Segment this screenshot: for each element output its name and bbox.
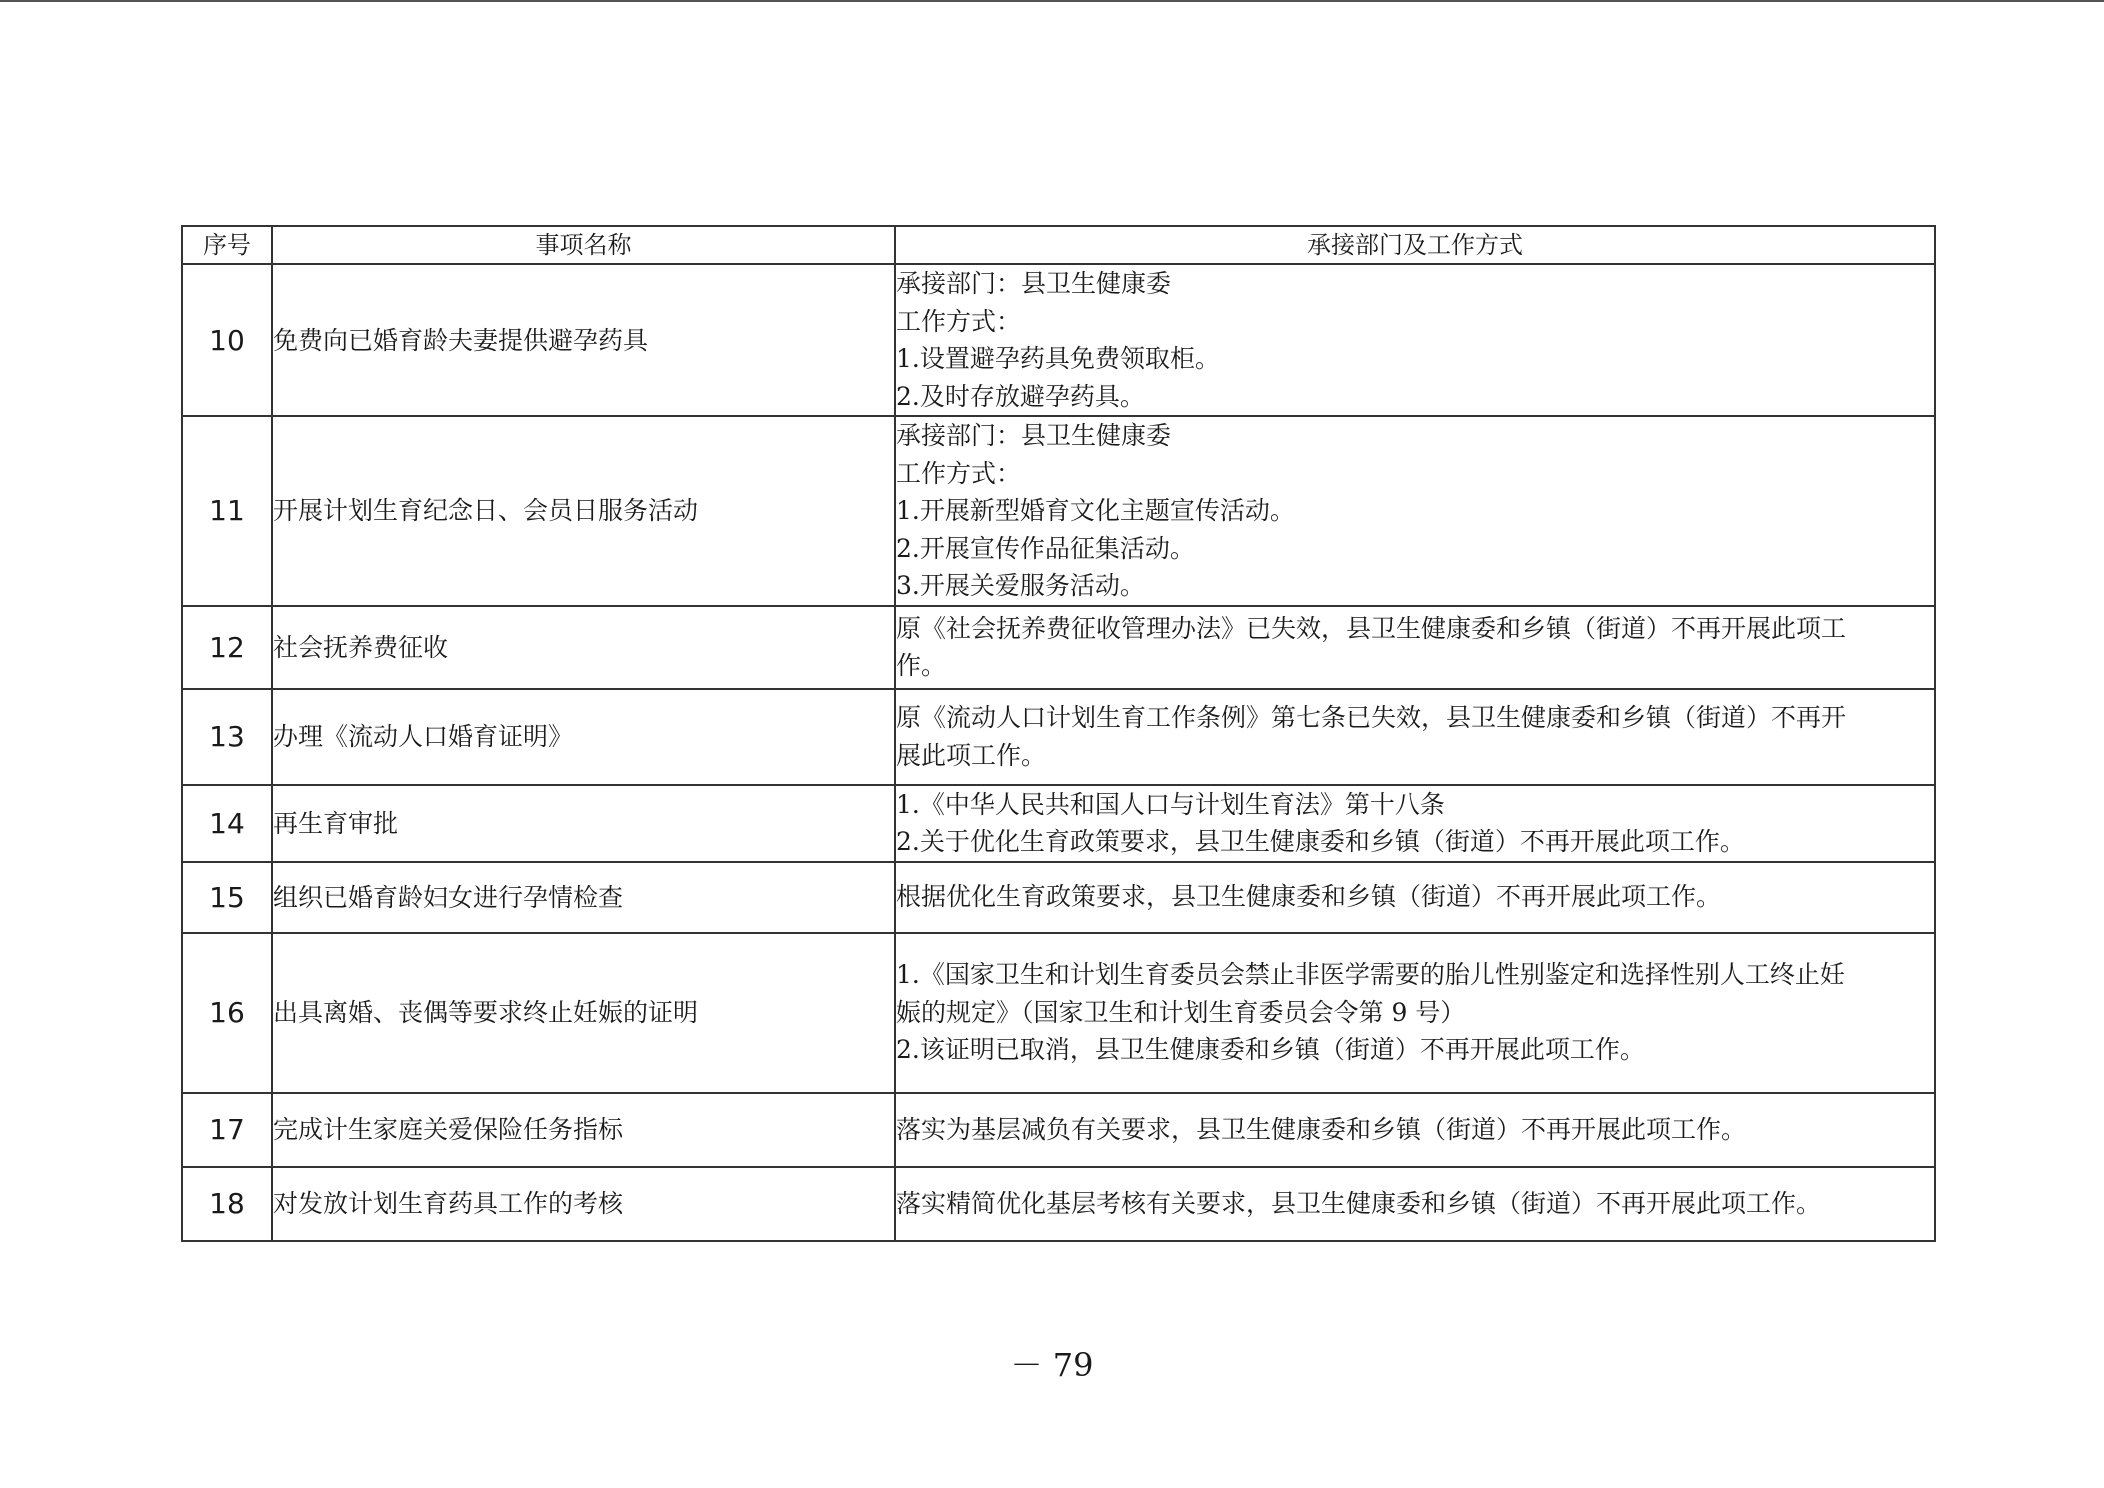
table-row bbox=[182, 785, 1935, 862]
table-row bbox=[182, 606, 1935, 689]
row-method bbox=[895, 862, 1935, 933]
row-item-name: 开展计划生育纪念日、会员日服务活动 bbox=[272, 416, 895, 606]
method-line: 1.设置避孕药具免费领取柜。 bbox=[896, 344, 1220, 373]
page-top-border bbox=[0, 0, 2104, 2]
method-line: 工作方式： bbox=[896, 306, 1022, 336]
method-line: 承接部门：县卫生健康委 bbox=[896, 421, 1172, 450]
method-line: 原《社会抚养费征收管理办法》已失效，县卫生健康委和乡镇（街道）不再开展此项工 bbox=[896, 613, 1847, 643]
row-seq: 10 bbox=[182, 264, 272, 416]
row-item-name: 组织已婚育龄妇女进行孕情检查 bbox=[272, 862, 895, 933]
method-line: 原《流动人口计划生育工作条例》第七条已失效，县卫生健康委和乡镇（街道）不再开 bbox=[896, 703, 1847, 732]
method-line: 落实精简优化基层考核有关要求，县卫生健康委和乡镇（街道）不再开展此项工作。 bbox=[896, 1188, 1822, 1218]
method-line: 根据优化生育政策要求，县卫生健康委和乡镇（街道）不再开展此项工作。 bbox=[896, 882, 1722, 912]
row-method bbox=[895, 1093, 1935, 1167]
header-item-name: 事项名称 bbox=[272, 226, 895, 264]
row-method bbox=[895, 1167, 1935, 1241]
method-line: 2.关于优化生育政策要求，县卫生健康委和乡镇（街道）不再开展此项工作。 bbox=[896, 827, 1745, 856]
method-line: 承接部门：县卫生健康委 bbox=[896, 269, 1172, 298]
row-seq: 14 bbox=[182, 785, 272, 862]
table-row bbox=[182, 1093, 1935, 1167]
method-line: 2.及时存放避孕药具。 bbox=[896, 381, 1145, 411]
row-item-name: 完成计生家庭关爱保险任务指标 bbox=[272, 1093, 895, 1167]
row-method bbox=[895, 416, 1935, 606]
row-item-name: 办理《流动人口婚育证明》 bbox=[272, 689, 895, 785]
table-row bbox=[182, 862, 1935, 933]
row-method bbox=[895, 606, 1935, 689]
table-header-row bbox=[182, 226, 1935, 264]
row-seq: 12 bbox=[182, 606, 272, 689]
table-row bbox=[182, 1167, 1935, 1241]
method-line: 作。 bbox=[896, 651, 947, 680]
table-row bbox=[182, 264, 1935, 416]
row-seq: 15 bbox=[182, 862, 272, 933]
items-table bbox=[181, 225, 1936, 1242]
header-seq: 序号 bbox=[182, 226, 272, 264]
method-line: 2.开展宣传作品征集活动。 bbox=[896, 533, 1195, 563]
method-line: 娠的规定》（国家卫生和计划生育委员会令第 9 号） bbox=[896, 997, 1466, 1027]
row-item-name: 出具离婚、丧偶等要求终止妊娠的证明 bbox=[272, 933, 895, 1093]
row-item-name: 再生育审批 bbox=[272, 785, 895, 862]
header-department-method: 承接部门及工作方式 bbox=[895, 226, 1935, 264]
row-seq: 13 bbox=[182, 689, 272, 785]
method-line: 1.《中华人民共和国人口与计划生育法》第十八条 bbox=[896, 789, 1445, 819]
row-seq: 17 bbox=[182, 1093, 272, 1167]
row-method bbox=[895, 785, 1935, 862]
method-line: 1.开展新型婚育文化主题宣传活动。 bbox=[896, 496, 1295, 525]
table-row bbox=[182, 689, 1935, 785]
method-line: 工作方式： bbox=[896, 458, 1022, 488]
row-method bbox=[895, 689, 1935, 785]
method-line: 展此项工作。 bbox=[896, 740, 1047, 770]
row-item-name: 对发放计划生育药具工作的考核 bbox=[272, 1167, 895, 1241]
row-method bbox=[895, 264, 1935, 416]
row-method bbox=[895, 933, 1935, 1093]
page-number: － 79 bbox=[1010, 1346, 1094, 1384]
row-item-name: 免费向已婚育龄夫妻提供避孕药具 bbox=[272, 264, 895, 416]
row-seq: 16 bbox=[182, 933, 272, 1093]
method-line: 1.《国家卫生和计划生育委员会禁止非医学需要的胎儿性别鉴定和选择性别人工终止妊 bbox=[896, 960, 1845, 990]
table-row bbox=[182, 933, 1935, 1093]
method-line: 落实为基层减负有关要求，县卫生健康委和乡镇（街道）不再开展此项工作。 bbox=[896, 1114, 1747, 1144]
row-item-name: 社会抚养费征收 bbox=[272, 606, 895, 689]
method-line: 3.开展关爱服务活动。 bbox=[896, 571, 1145, 600]
row-seq: 11 bbox=[182, 416, 272, 606]
table-row bbox=[182, 416, 1935, 606]
method-line: 2.该证明已取消，县卫生健康委和乡镇（街道）不再开展此项工作。 bbox=[896, 1035, 1645, 1065]
row-seq: 18 bbox=[182, 1167, 272, 1241]
